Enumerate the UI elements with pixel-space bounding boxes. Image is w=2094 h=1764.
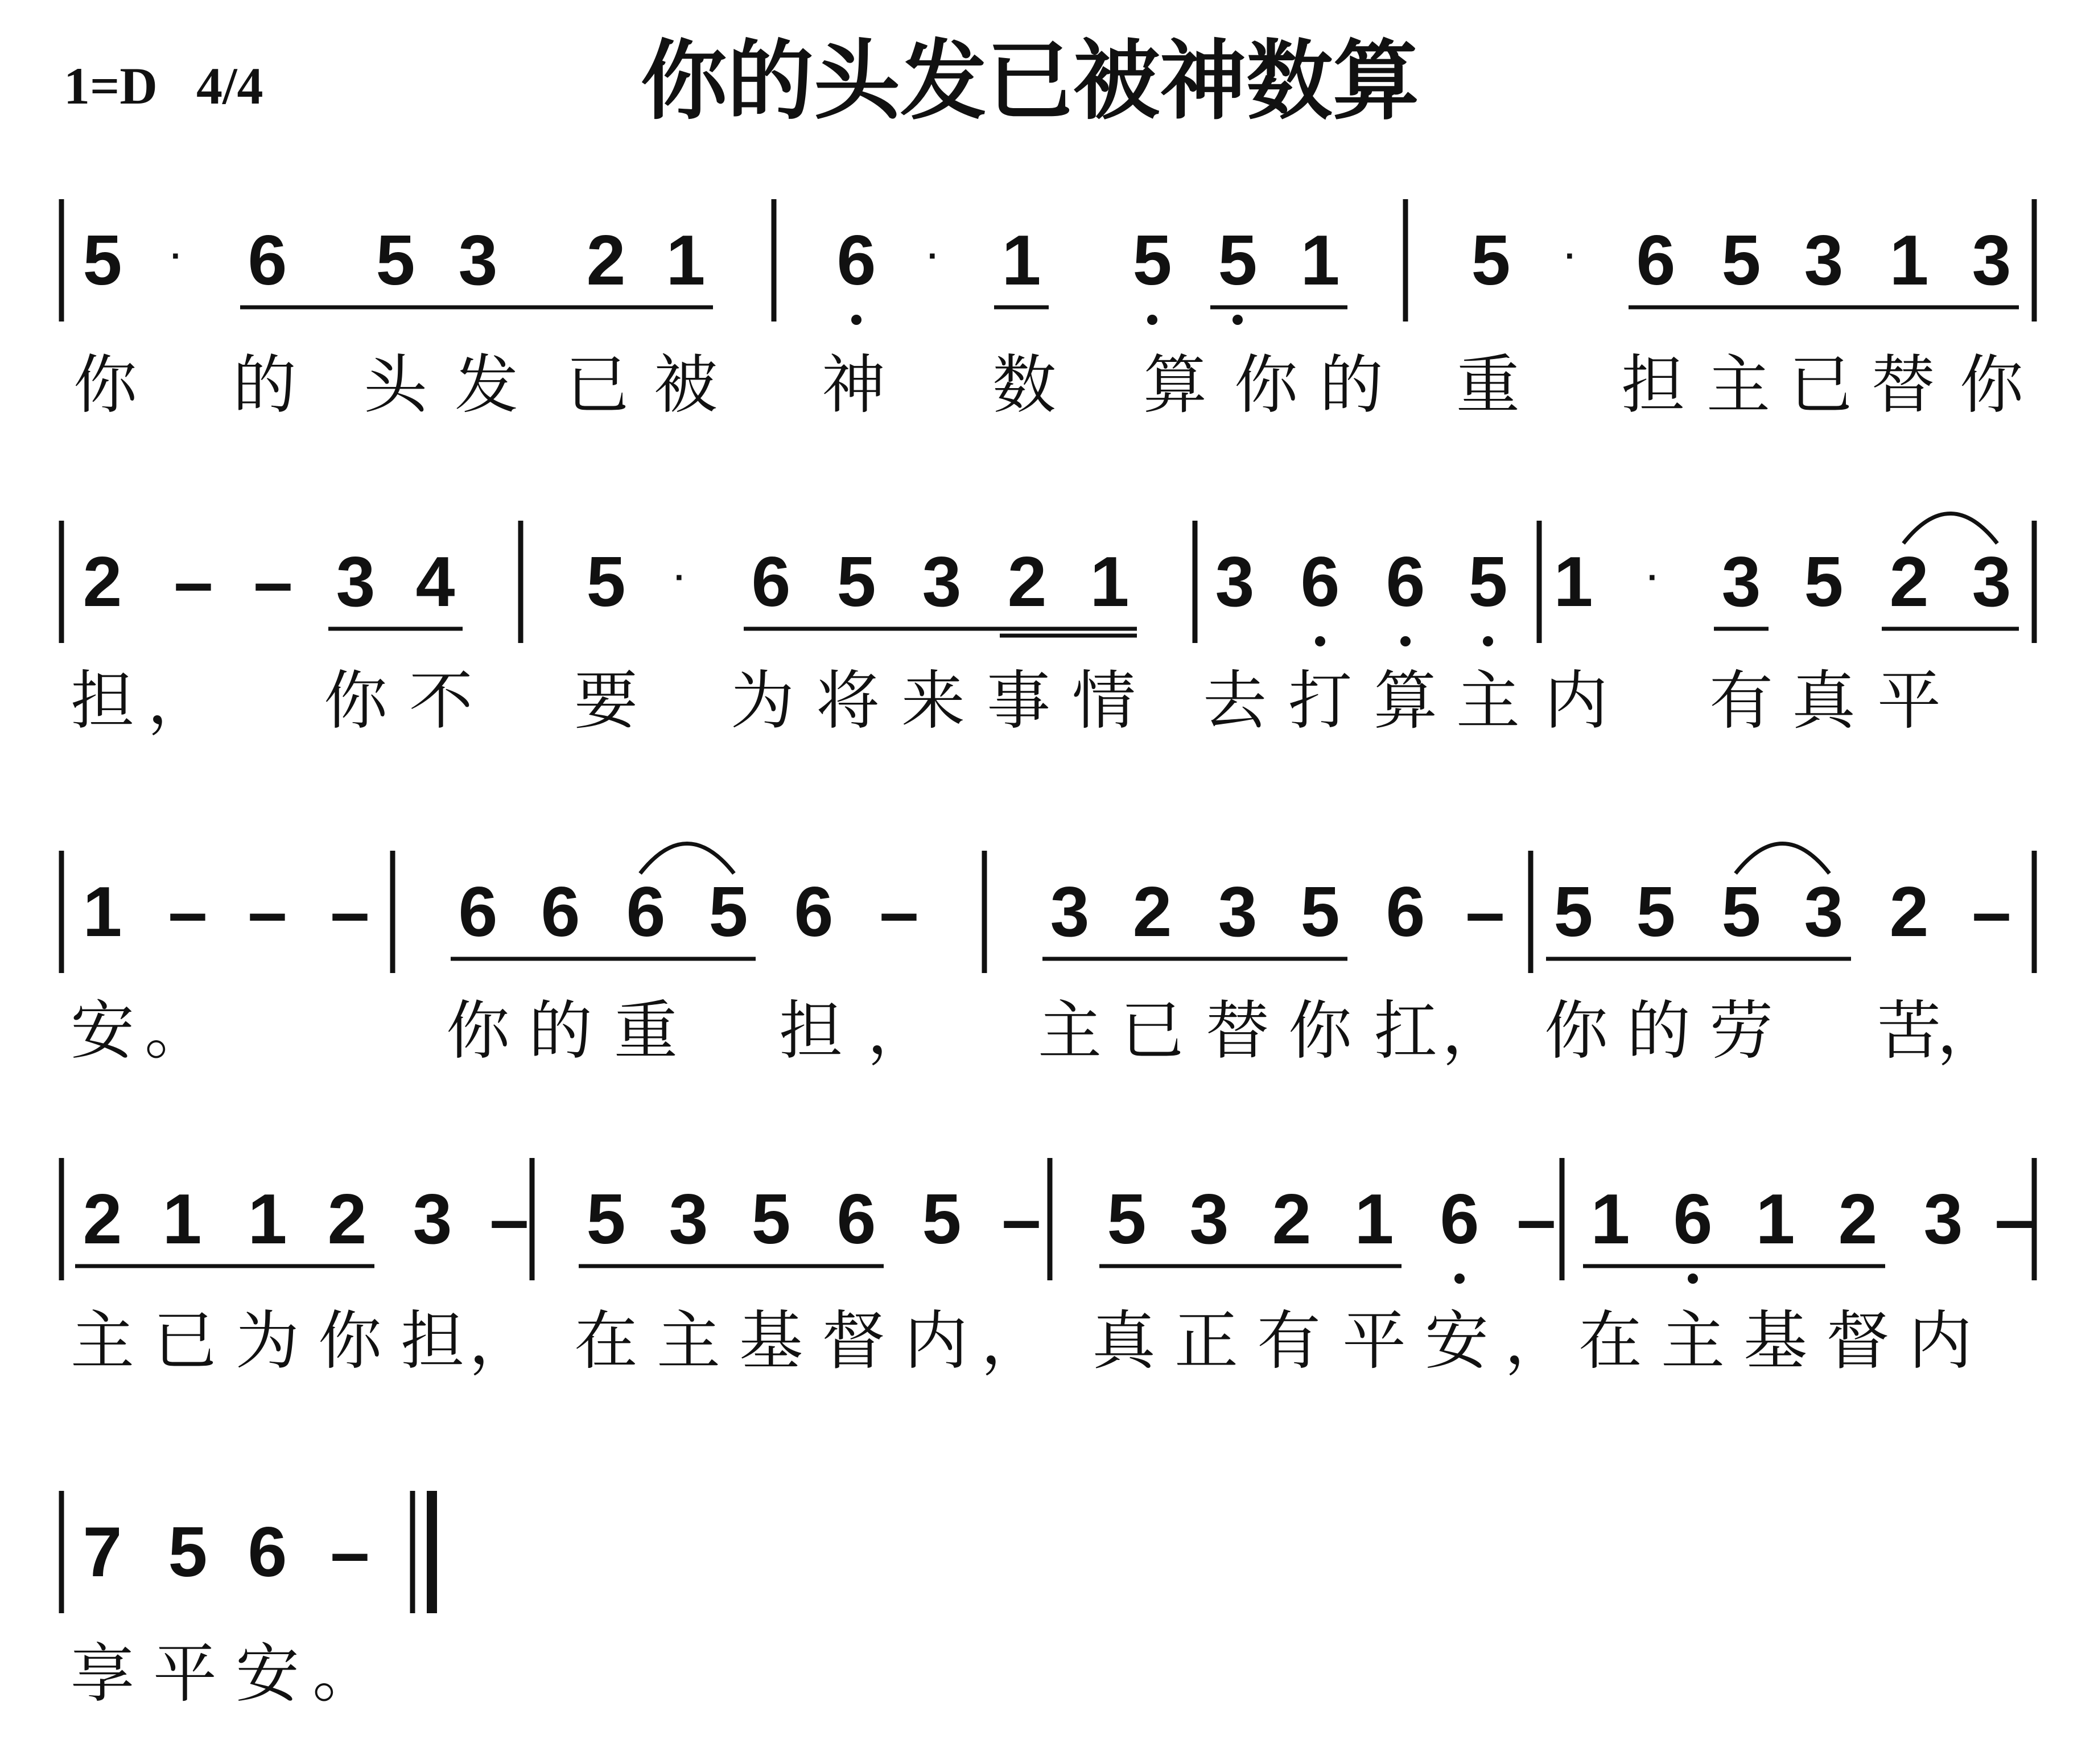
sustain-dash: –	[168, 873, 208, 951]
lower-octave-dot	[1688, 1273, 1698, 1284]
note-2: 2	[1132, 873, 1172, 951]
sustain-dash: –	[248, 873, 287, 951]
note-7: 7	[83, 1513, 122, 1592]
lyric-char: 真	[1792, 664, 1856, 738]
lyric-char: 你	[73, 348, 137, 422]
note-3: 3	[1218, 873, 1258, 951]
lyric-char: 督	[1826, 1304, 1890, 1378]
note-5: 5	[1300, 873, 1340, 951]
note-6: 6	[1636, 221, 1676, 300]
lyric-char: ，	[981, 1304, 1045, 1378]
note-1: 1	[666, 221, 706, 300]
lyric-char: 发	[455, 348, 518, 422]
note-3: 3	[1804, 221, 1844, 300]
note-3: 3	[1215, 543, 1255, 621]
note-6: 6	[751, 543, 791, 621]
lyric-char: 被	[654, 348, 718, 422]
note-6: 6	[836, 1180, 876, 1259]
note-5: 5	[1132, 221, 1172, 300]
score-systems	[61, 199, 2034, 1711]
sustain-dash: –	[1465, 873, 1505, 951]
note-2: 2	[1889, 543, 1929, 621]
note-1: 1	[1001, 221, 1041, 300]
note-4: 4	[415, 543, 455, 621]
final-bar-thick	[427, 1491, 437, 1613]
lyric-char: 不	[409, 664, 473, 738]
note-5: 5	[83, 221, 122, 300]
key-signature: 1=D	[64, 57, 158, 115]
note-5: 5	[1636, 873, 1676, 951]
lyric-char: 要	[574, 664, 638, 738]
note-3: 3	[922, 543, 962, 621]
augmentation-dot: ·	[928, 237, 939, 275]
lyric-char: 平	[1877, 664, 1941, 738]
slur-arc	[1736, 844, 1829, 874]
note-2: 2	[83, 1180, 122, 1259]
lyric-char: 你	[318, 1304, 382, 1378]
note-6: 6	[626, 873, 666, 951]
lyric-char: 来	[901, 664, 965, 738]
note-5: 5	[1804, 543, 1844, 621]
note-3: 3	[336, 543, 376, 621]
lyric-char: 担	[1621, 348, 1685, 422]
note-5: 5	[1553, 873, 1593, 951]
lyric-char: 平	[1342, 1304, 1406, 1378]
lyric-char: 主	[657, 1304, 720, 1378]
page-title: 你的头发已被神数算	[641, 30, 1419, 131]
note-3: 3	[413, 1180, 452, 1259]
lyric-char: 担	[401, 1304, 464, 1378]
note-1: 1	[1889, 221, 1929, 300]
note-5: 5	[1107, 1180, 1147, 1259]
lower-octave-dot	[1147, 315, 1157, 325]
note-3: 3	[458, 221, 498, 300]
lyric-char: 基	[739, 1304, 803, 1378]
note-2: 2	[327, 1180, 367, 1259]
note-5: 5	[751, 1180, 791, 1259]
note-6: 6	[248, 221, 287, 300]
note-5: 5	[1721, 873, 1761, 951]
note-3: 3	[1050, 873, 1090, 951]
lyric-char: 的	[233, 348, 296, 422]
lower-octave-dot	[1483, 636, 1493, 646]
lyric-char: 打	[1288, 664, 1352, 738]
lower-octave-dot	[851, 315, 861, 325]
lyric-char: 。	[145, 994, 208, 1068]
lyric-char: 你	[1960, 348, 2023, 422]
lyric-char: 你	[1234, 348, 1298, 422]
time-signature: 4/4	[196, 57, 263, 115]
sustain-dash: –	[330, 1513, 370, 1592]
note-2: 2	[1889, 873, 1929, 951]
note-1: 1	[1553, 543, 1593, 621]
sustain-dash: –	[1994, 1180, 2034, 1259]
note-1: 1	[162, 1180, 202, 1259]
lyric-char: 督	[822, 1304, 885, 1378]
lyric-char: 你	[1288, 994, 1352, 1068]
sustain-dash: –	[1516, 1180, 1556, 1259]
note-3: 3	[1923, 1180, 1963, 1259]
note-1: 1	[1090, 543, 1130, 621]
lyric-char: ，	[1442, 994, 1506, 1068]
lyric-char: 安	[1425, 1304, 1489, 1378]
note-1: 1	[1354, 1180, 1394, 1259]
lyric-char: 安	[71, 994, 134, 1068]
note-5: 5	[586, 1180, 626, 1259]
lyric-char: 安	[236, 1637, 299, 1711]
lyric-char: 内	[1908, 1304, 1972, 1378]
lyric-char: 苦	[1877, 994, 1941, 1068]
lyric-char: 情	[1072, 664, 1136, 738]
note-5: 5	[708, 873, 748, 951]
note-5: 5	[1471, 221, 1511, 300]
lyric-char: 的	[1320, 348, 1383, 422]
lyric-char: 神	[822, 348, 885, 422]
note-3: 3	[1804, 873, 1844, 951]
lyric-char: ，	[1504, 1304, 1568, 1378]
lyric-char: 扛	[1374, 994, 1437, 1068]
note-3: 3	[669, 1180, 708, 1259]
note-6: 6	[458, 873, 498, 951]
slur-arc	[1903, 514, 1997, 544]
lyric-char: 在	[574, 1304, 638, 1378]
lyric-char: 你	[1544, 994, 1608, 1068]
note-5: 5	[1218, 221, 1258, 300]
lower-octave-dot	[1454, 1273, 1465, 1284]
lyric-char: 算	[1374, 664, 1437, 738]
note-1: 1	[1590, 1180, 1630, 1259]
lower-octave-dot	[1315, 636, 1325, 646]
lyric-char: 内	[1544, 664, 1608, 738]
note-3: 3	[1972, 543, 2011, 621]
note-2: 2	[586, 221, 626, 300]
lyric-char: 主	[71, 1304, 134, 1378]
augmentation-dot: ·	[1565, 237, 1576, 275]
augmentation-dot: ·	[1647, 558, 1659, 596]
note-6: 6	[1386, 543, 1425, 621]
sustain-dash: –	[1001, 1180, 1041, 1259]
lyric-char: 事	[987, 664, 1050, 738]
lyric-char: 平	[153, 1637, 217, 1711]
lyric-char: ，	[867, 994, 931, 1068]
lyric-char: 算	[1143, 348, 1207, 422]
note-3: 3	[1972, 221, 2011, 300]
note-6: 6	[248, 1513, 287, 1592]
note-1: 1	[1300, 221, 1340, 300]
note-6: 6	[836, 221, 876, 300]
lyric-char: 享	[71, 1637, 134, 1711]
lyric-char: ，	[147, 664, 211, 738]
lyric-char: ，	[469, 1304, 533, 1378]
sustain-dash: –	[253, 543, 293, 621]
note-6: 6	[1440, 1180, 1479, 1259]
note-5: 5	[1721, 221, 1761, 300]
note-1: 1	[1755, 1180, 1795, 1259]
sustain-dash: –	[330, 873, 370, 951]
lyric-char: 劳	[1709, 994, 1773, 1068]
note-2: 2	[1838, 1180, 1878, 1259]
lyric-char: 将	[816, 664, 880, 738]
note-5: 5	[1468, 543, 1508, 621]
lyric-char: 已	[153, 1304, 217, 1378]
augmentation-dot: ·	[171, 237, 182, 275]
note-5: 5	[586, 543, 626, 621]
slur-arc	[640, 844, 734, 874]
note-2: 2	[1007, 543, 1047, 621]
lyric-char: 主	[1706, 348, 1770, 422]
lyric-char: 你	[446, 994, 510, 1068]
lyric-char: 重	[1456, 348, 1520, 422]
lyric-char: 头	[364, 348, 427, 422]
note-6: 6	[1386, 873, 1425, 951]
lyric-char: 的	[1627, 994, 1691, 1068]
note-2: 2	[83, 543, 122, 621]
sustain-dash: –	[174, 543, 213, 621]
lyric-char: 已	[1120, 994, 1184, 1068]
lyric-char: 担	[779, 994, 843, 1068]
lyric-char: 担	[71, 664, 134, 738]
lyric-char: 已	[1789, 348, 1853, 422]
lower-octave-dot	[1233, 315, 1243, 325]
lyric-char: 已	[566, 348, 629, 422]
note-1: 1	[83, 873, 122, 951]
note-6: 6	[1673, 1180, 1713, 1259]
sustain-dash: –	[879, 873, 919, 951]
note-3: 3	[1721, 543, 1761, 621]
sustain-dash: –	[489, 1180, 529, 1259]
note-5: 5	[922, 1180, 962, 1259]
lyric-char: 基	[1743, 1304, 1807, 1378]
lyric-char: 主	[1661, 1304, 1725, 1378]
lyric-char: 。	[312, 1637, 376, 1711]
note-6: 6	[794, 873, 834, 951]
note-6: 6	[541, 873, 580, 951]
lyric-char: 替	[1872, 348, 1935, 422]
lyric-char: ，	[1937, 994, 2001, 1068]
lyric-char: 真	[1092, 1304, 1156, 1378]
lyric-char: 有	[1709, 664, 1773, 738]
sustain-dash: –	[1972, 873, 2011, 951]
note-5: 5	[168, 1513, 208, 1592]
lyric-char: 为	[236, 1304, 299, 1378]
lyric-char: 数	[992, 348, 1056, 422]
lyric-char: 去	[1203, 664, 1267, 738]
lyric-char: 重	[614, 994, 678, 1068]
note-5: 5	[376, 221, 415, 300]
note-2: 2	[1272, 1180, 1312, 1259]
lyric-char: 你	[324, 664, 388, 738]
lyric-char: 的	[529, 994, 592, 1068]
lyric-char: 有	[1257, 1304, 1321, 1378]
lyric-char: 主	[1456, 664, 1520, 738]
lower-octave-dot	[1400, 636, 1411, 646]
lyric-char: 正	[1174, 1304, 1238, 1378]
note-1: 1	[248, 1180, 287, 1259]
augmentation-dot: ·	[674, 558, 686, 596]
note-6: 6	[1300, 543, 1340, 621]
note-3: 3	[1189, 1180, 1229, 1259]
lyric-char: 为	[731, 664, 794, 738]
lyric-char: 在	[1578, 1304, 1642, 1378]
lyric-char: 内	[904, 1304, 968, 1378]
note-5: 5	[836, 543, 876, 621]
lyric-char: 主	[1038, 994, 1102, 1068]
lyric-char: 替	[1206, 994, 1269, 1068]
